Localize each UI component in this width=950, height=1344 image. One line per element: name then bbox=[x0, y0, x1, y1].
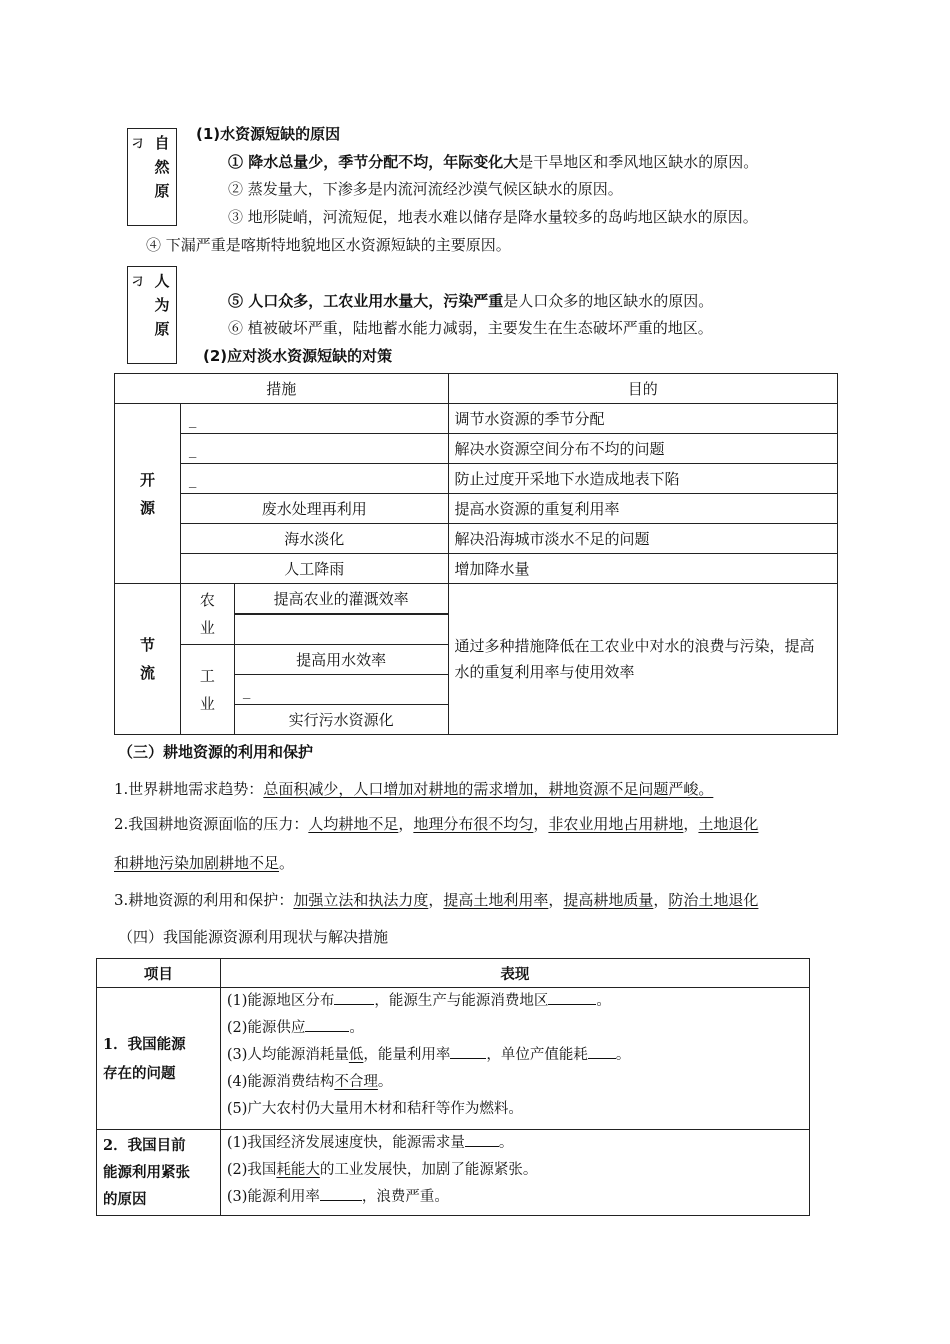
underlined-text: 和耕地污染加剧耕地不足 bbox=[114, 854, 280, 872]
text: 的工业发展快，加剧了能源紧张。 bbox=[319, 1162, 538, 1178]
natural-causes-box bbox=[127, 128, 177, 226]
measure-cell: 废水处理再利用 bbox=[180, 494, 448, 524]
underlined-text: 地理分布很不均匀 bbox=[413, 815, 534, 833]
blank bbox=[305, 1017, 349, 1032]
text: (3)能源利用率 bbox=[226, 1189, 320, 1205]
cause-item-1-bold: ① 降水总量少，季节分配不均，年际变化大 bbox=[228, 153, 519, 171]
energy-table bbox=[96, 958, 810, 1216]
blank bbox=[334, 990, 374, 1005]
farmland-line-1 bbox=[114, 778, 713, 799]
measure-cell: _ bbox=[180, 404, 448, 434]
box-char: 为 bbox=[154, 296, 170, 314]
human-causes-box bbox=[127, 266, 177, 364]
measure-cell: _ bbox=[180, 434, 448, 464]
separator: ， bbox=[533, 815, 549, 833]
purpose-cell: 防止过度开采地下水造成地表下陷 bbox=[448, 464, 837, 494]
box-char: 原 bbox=[154, 182, 170, 200]
text: ，能量利用率 bbox=[363, 1047, 451, 1063]
text: 。 bbox=[377, 1074, 393, 1090]
box-char: 自 bbox=[154, 134, 170, 152]
measure-cell: _ bbox=[234, 675, 448, 705]
text: ，能源生产与能源消费地区 bbox=[374, 993, 549, 1009]
line-prefix: 1.世界耕地需求趋势： bbox=[114, 780, 264, 798]
underlined-text: 非农业用地占用耕地 bbox=[548, 815, 684, 833]
cause-item-5-rest: 是人口众多的地区缺水的原因。 bbox=[503, 292, 714, 310]
box-char: 人 bbox=[154, 272, 170, 290]
content-line bbox=[227, 1015, 809, 1042]
underlined-text: 低 bbox=[348, 1047, 364, 1063]
farmland-line-2-cont bbox=[114, 852, 294, 873]
heading-farmland: （三）耕地资源的利用和保护 bbox=[118, 743, 314, 761]
cause-item-6: ⑥ 植被破坏严重，陆地蓄水能力减弱，主要发生在生态破坏严重的地区。 bbox=[228, 319, 713, 337]
measure-cell-empty bbox=[234, 614, 448, 645]
text: 。 bbox=[596, 993, 611, 1009]
separator: ， bbox=[653, 891, 669, 909]
underlined-text: 土地退化 bbox=[698, 815, 759, 833]
text: (4)能源消费结构 bbox=[226, 1074, 335, 1090]
box-char: 然 bbox=[154, 158, 170, 176]
underlined-text: 提高土地利用率 bbox=[443, 891, 549, 909]
row2-title bbox=[97, 1130, 221, 1216]
label-char: 业 bbox=[199, 694, 215, 713]
row1-title bbox=[97, 988, 221, 1130]
cause-item-3: ③ 地形陡峭，河流短促，地表水难以储存是降水量较多的岛屿地区缺水的原因。 bbox=[228, 208, 758, 226]
col-header-measure: 措施 bbox=[115, 374, 449, 404]
cause-item-2: ② 蒸发量大，下渗多是内流河流经沙漠气候区缺水的原因。 bbox=[228, 180, 623, 198]
purpose-cell: 增加降水量 bbox=[448, 554, 837, 584]
water-measures-table bbox=[114, 373, 838, 735]
measure-cell: 提高农业的灌溉效率 bbox=[234, 584, 448, 615]
col-header-show: 表现 bbox=[220, 959, 809, 988]
text: 。 bbox=[349, 1020, 364, 1036]
line-end: 。 bbox=[279, 854, 295, 872]
col-header-purpose: 目的 bbox=[448, 374, 837, 404]
separator: ， bbox=[428, 891, 444, 909]
agri-label bbox=[180, 584, 234, 645]
underlined-text: 提高耕地质量 bbox=[563, 891, 654, 909]
cause-item-1-rest: 是干旱地区和季风地区缺水的原因。 bbox=[518, 153, 759, 171]
content-line: (5)广大农村仍大量用木材和秸秆等作为燃料。 bbox=[226, 1101, 523, 1117]
text: 。 bbox=[615, 1047, 631, 1063]
label-char: 源 bbox=[139, 498, 155, 517]
content-line bbox=[227, 1184, 809, 1211]
content-line bbox=[227, 988, 809, 1015]
blank bbox=[588, 1044, 616, 1059]
content-line bbox=[227, 1157, 809, 1184]
text: 。 bbox=[498, 1135, 514, 1151]
cause-item-5 bbox=[228, 290, 713, 311]
box-mark: 刁 bbox=[132, 275, 143, 288]
text: ，浪费严重。 bbox=[361, 1189, 449, 1205]
label-char: 开 bbox=[139, 470, 155, 489]
box-char: 原 bbox=[154, 320, 170, 338]
content-line bbox=[227, 1069, 809, 1096]
text: (1)我国经济发展速度快，能源需求量 bbox=[226, 1135, 465, 1151]
content-line bbox=[227, 1042, 809, 1069]
title-line: 能源利用紧张 bbox=[103, 1164, 190, 1181]
separator: ， bbox=[548, 891, 564, 909]
label-char: 业 bbox=[199, 619, 215, 637]
underlined-text: 不合理 bbox=[334, 1074, 378, 1090]
box-mark: 刁 bbox=[132, 137, 143, 150]
text: ，单位产值能耗 bbox=[486, 1047, 588, 1063]
jieliu-label bbox=[115, 584, 181, 735]
industry-label bbox=[180, 645, 234, 735]
blank bbox=[320, 1186, 362, 1201]
underlined-text: 加强立法和执法力度 bbox=[293, 891, 429, 909]
measure-cell: 提高用水效率 bbox=[234, 645, 448, 675]
measure-cell: _ bbox=[180, 464, 448, 494]
row2-content bbox=[220, 1130, 809, 1216]
blank bbox=[465, 1132, 499, 1147]
content-line bbox=[227, 1130, 809, 1157]
cause-item-1 bbox=[228, 151, 758, 172]
farmland-line-3 bbox=[114, 889, 758, 910]
text: (2)我国 bbox=[226, 1162, 277, 1178]
underlined-text: 人均耕地不足 bbox=[308, 815, 399, 833]
purpose-cell: 解决水资源空间分布不均的问题 bbox=[448, 434, 837, 464]
row1-content bbox=[220, 988, 809, 1130]
measure-cell: 海水淡化 bbox=[180, 524, 448, 554]
cause-item-5-bold: ⑤ 人口众多，工农业用水量大，污染严重 bbox=[228, 292, 504, 310]
underlined-text: 防治土地退化 bbox=[668, 891, 759, 909]
measure-cell: 人工降雨 bbox=[180, 554, 448, 584]
line-prefix: 3.耕地资源的利用和保护： bbox=[114, 891, 294, 909]
separator: ， bbox=[683, 815, 699, 833]
text: (2)能源供应 bbox=[226, 1020, 306, 1036]
heading-countermeasures: (2)应对淡水资源短缺的对策 bbox=[203, 347, 393, 365]
col-header-item: 项目 bbox=[97, 959, 221, 988]
label-char: 农 bbox=[199, 591, 215, 609]
heading-energy: （四）我国能源资源利用现状与解决措施 bbox=[118, 928, 389, 946]
save-purpose-cell: 通过多种措施降低在工农业中对水的浪费与污染，提高水的重复利用率与使用效率 bbox=[448, 584, 837, 735]
label-char: 流 bbox=[139, 664, 155, 682]
measure-cell: 实行污水资源化 bbox=[234, 705, 448, 735]
label-char: 节 bbox=[139, 636, 155, 654]
purpose-cell: 解决沿海城市淡水不足的问题 bbox=[448, 524, 837, 554]
purpose-cell: 调节水资源的季节分配 bbox=[448, 404, 837, 434]
title-line: 2．我国目前 bbox=[103, 1137, 186, 1154]
text: (3)人均能源消耗量 bbox=[226, 1047, 349, 1063]
text: (1)能源地区分布 bbox=[226, 993, 335, 1009]
title-line: 存在的问题 bbox=[103, 1064, 176, 1082]
blank bbox=[548, 990, 596, 1005]
farmland-line-2 bbox=[114, 813, 758, 834]
line-prefix: 2.我国耕地资源面临的压力： bbox=[114, 815, 309, 833]
separator: ， bbox=[398, 815, 414, 833]
title-line: 的原因 bbox=[103, 1191, 147, 1208]
label-char: 工 bbox=[199, 666, 215, 685]
heading-water-shortage-causes: (1)水资源短缺的原因 bbox=[196, 125, 341, 143]
cause-item-4: ④ 下漏严重是喀斯特地貌地区水资源短缺的主要原因。 bbox=[146, 236, 511, 254]
purpose-cell: 提高水资源的重复利用率 bbox=[448, 494, 837, 524]
underlined-text: 耗能大 bbox=[276, 1162, 320, 1178]
title-line: 1．我国能源 bbox=[103, 1035, 186, 1053]
kaiyuan-label bbox=[115, 404, 181, 584]
blank bbox=[450, 1044, 486, 1059]
underlined-text: 总面积减少，人口增加对耕地的需求增加，耕地资源不足问题严峻。 bbox=[263, 780, 714, 798]
